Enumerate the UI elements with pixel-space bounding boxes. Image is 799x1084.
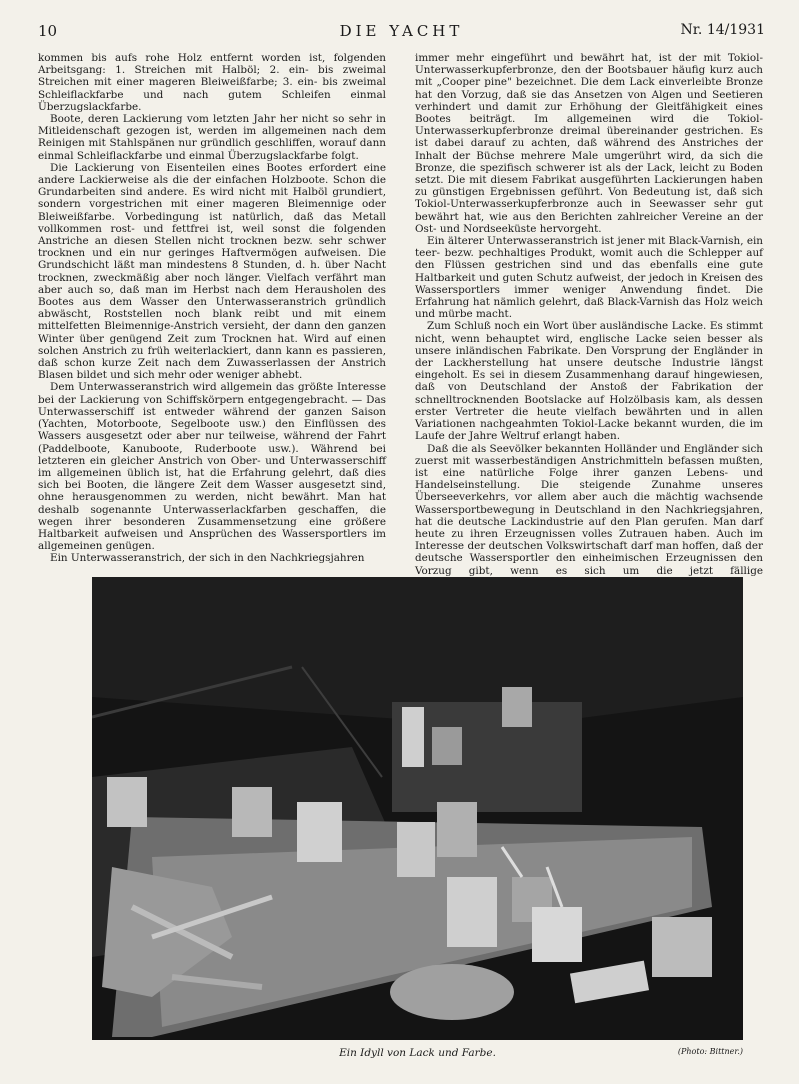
page-number: 10 — [38, 22, 58, 40]
right-column — [415, 52, 763, 589]
issue-number: Nr. 14/1931 — [680, 22, 765, 38]
paragraph: Dem Unterwasseranstrich wird allgemein das größte Interesse bei der Lackierung von Schiffskörpern entgegengebracht. — Das Unterwasserschiff ist entweder während der ganzen Saison (Yachten, Motorboote, Segelboote usw.) den Einflüssen des Wassers ausgesetzt oder aber nur teilweise, während der Fahrt (Paddelboote, Kanuboote, Ruderboote usw.). Während bei letzteren ein gleicher Anstrich von Ober- und Unterwasserschiff im allgemeinen üblich ist, hat die Erfahrung gelehrt, daß dies sich bei Booten, die längere Zeit dem Wasser ausgesetzt sind, ohne herausgenommen zu werden, nicht bewährt. Man hat deshalb sogenannte Unterwasserlackfarben geschaffen, die wegen ihrer besonderen Zusammensetzung eine größere Haltbarkeit aufweisen und Ansprüchen des Wassersportlers im allgemeinen genügen. — [38, 381, 386, 553]
paragraph: kommen bis aufs rohe Holz entfernt worden ist, folgenden Arbeitsgang: 1. Streichen mit Halböl; 2. ein- bis zweimal Streichen mit einer mageren Bleiweißfarbe; 3. ein- bis zweimal Schleiflackfarbe und nach gutem Schleifen einmal Überzugslackfarbe. — [38, 52, 386, 113]
paragraph: Daß die als Seevölker bekannten Holländer und Engländer sich zuerst mit wasserbeständigen Anstrichmitteln befassen mußten, ist eine natürliche Folge ihrer ganzen Lebens- und Handelseinstellung. Die steigende Zunahme unseres Überseeverkehrs, vor allem aber auch die mächtig wachsende Wassersportbewegung in Deutschland in den Nachkriegsjahren, hat die deutsche Lackindustrie auf den Plan gerufen. Man darf heute zu ihren Erzeugnissen volles Zutrauen haben. Auch im Interesse der deutschen Volkswirtschaft darf man hoffen, daß der deutsche Wassersportler den einheimischen Erzeugnissen den Vorzug gibt, wenn es sich um die jetzt fällige — [415, 442, 763, 577]
photo-credit: (Photo: Bittner.) — [677, 1047, 743, 1056]
page-header — [38, 22, 765, 44]
paragraph: immer mehr eingeführt und bewährt hat, ist der mit Tokiol-Unterwasserkupferbronze, den der Bootsbauer häufig kurz auch mit „Cooper pine" bezeichnet. Die dem Lack einverleibte Bronze hat den Vorzug, daß sie das Ansetzen von Algen und Seetieren verhindert und damit zur Erhöhung der Gleitfähigkeit eines Bootes beiträgt. Im allgemeinen wird die Tokiol-Unterwasserkupferbronze dreimal übereinander gestrichen. Es ist dabei darauf zu achten, daß während des Anstriches der Inhalt der Büchse mehrere Male umgerührt wird, da sich die Bronze, die spezifisch schwerer ist als der Lack, leicht zu Boden setzt. Die mit diesem Fabrikat ausgeführten Lackierungen haben zu günstigen Ergebnissen geführt. Von Bedeutung ist, daß sich Tokiol-Unterwasserkupferbronze auch in Seewasser sehr gut bewährt hat, wie aus den Berichten zahlreicher Vereine an der Ost- und Nordseeküste hervorgeht. — [415, 52, 763, 235]
workshop-photo — [92, 577, 743, 1040]
photo-caption-row — [92, 1047, 743, 1063]
paragraph: Zum Schluß noch ein Wort über ausländische Lacke. Es stimmt nicht, wenn behauptet wird, englische Lacke seien besser als unsere inländischen Fabrikate. Den Vorsprung der Engländer in der Lackherstellung hat unsere deutsche Industrie längst eingeholt. Es sei in diesem Zusammenhang darauf hingewiesen, daß von Deutschland der Anstoß der Fabrikation der schnelltrocknenden Bootslacke auf Holzölbasis kam, als dessen erster Vertreter die heute vielfach bewährten und in allen Variationen nachgeahmten Tokiol-Lacke bekannt wurden, die im Laufe der Jahre Weltruf erlangt haben. — [415, 320, 763, 443]
magazine-title: DIE YACHT — [339, 22, 464, 40]
paragraph: Boote, deren Lackierung vom letzten Jahr her nicht so sehr in Mitleidenschaft gezogen ist, werden im allgemeinen nach dem Reinigen mit Stahlspänen nur gründlich geschliffen, worauf dann einmal Schleiflackfarbe und einmal Überzugslackfarbe folgt. — [38, 113, 386, 162]
photo-illustration — [92, 577, 743, 1040]
paragraph: Ein Unterwasseranstrich, der sich in den Nachkriegsjahren — [50, 552, 365, 565]
left-column — [38, 52, 386, 565]
paragraph: Die Lackierung von Eisenteilen eines Bootes erfordert eine andere Lackierweise als die der einfachen Holzboote. Schon die Grundarbeiten sind andere. Es wird nicht mit Halböl grundiert, sondern vorgestrichen mit einer mageren Bleimennige oder Bleiweißfarbe. Vorbedingung ist natürlich, daß das Metall vollkommen rost- und fettfrei ist, weil sonst die folgenden Anstriche an diesen Stellen nicht trocknen bezw. sehr schwer trocknen und ein nur geringes Haftvermögen aufweisen. Die Grundschicht läßt man mindestens 8 Stunden, d. h. über Nacht trocknen, zweckmäßig aber noch länger. Vielfach verfährt man aber auch so, daß man im Herbst nach dem Herausholen des Bootes aus dem Wasser den Unterwasseranstrich gründlich abwäscht, Roststellen noch blank reibt und mit einem mittelfetten Bleimennige-Anstrich versieht, der dann den ganzen Winter über genügend Zeit zum Trocknen hat. Wird auf einen solchen Anstrich zu früh weiterlackiert, dann kann es passieren, daß schon kurze Zeit nach dem Zuwasserlassen der Anstrich Blasen bildet und sich mehr oder weniger abhebt. — [38, 161, 386, 382]
paragraph: Ein älterer Unterwasseranstrich ist jener mit Black-Varnish, ein teer- bezw. pechhaltiges Produkt, womit auch die Schlepper auf den Flüssen gestrichen sind und das ebenfalls eine gute Haltbarkeit und guten Schutz aufweist, der jedoch in Kreisen des Wassersportlers immer weniger Anwendung findet. Die Erfahrung hat nämlich gelehrt, daß Black-Varnish das Holz weich und mürbe macht. — [415, 235, 763, 321]
photo-caption: Ein Idyll von Lack und Farbe. — [339, 1047, 496, 1059]
